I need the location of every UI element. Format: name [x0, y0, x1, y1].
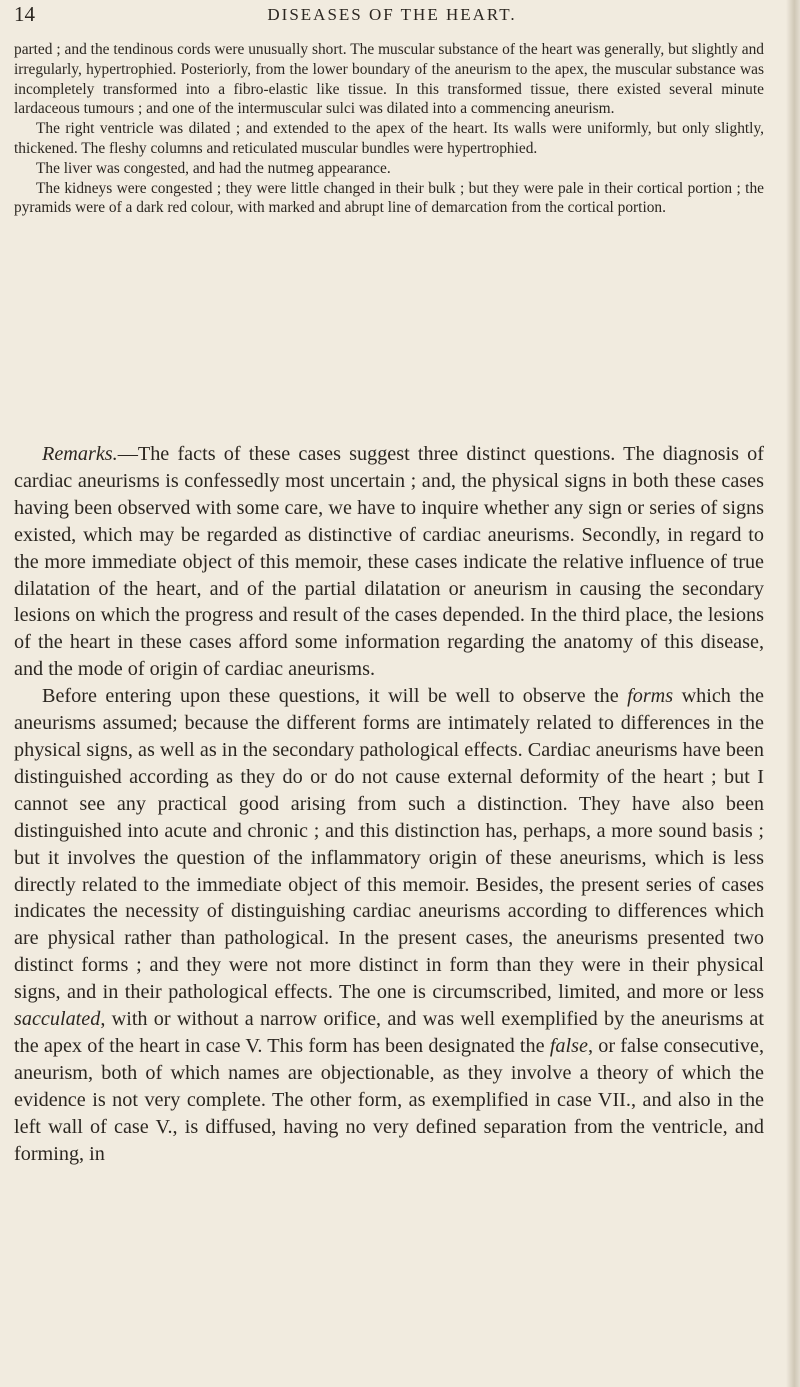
page-number: 14	[14, 2, 35, 26]
remarks-paragraph	[14, 683, 764, 1167]
case-paragraph: The kidneys were congested ; they were little changed in their bulk ; but they were pale in their cortical portion ; the pyramids were of a dark red colour, with marked and abrupt line of demarcation from the cortical portion.	[14, 179, 764, 217]
text-run: which the aneurisms assumed; because the different forms are intimately related to differences in the physical signs, as well as in the secondary pathological effects. Cardiac aneurisms have been distinguished according as they do or do not cause external deformity of the heart ; but I cannot see any practical good arising from such a distinction. They have also been distinguished into acute and chronic ; and this distinction has, perhaps, a more sound basis ; but it involves the question of the inflammatory origin of these aneurisms, which is less directly related to the immediate object of this memoir. Besides, the present series of cases indicates the necessity of distinguishing cardiac aneurisms according to differences which are physical rather than pathological. In the present cases, the aneurisms presented two distinct forms ; and they were not more distinct in form than they were in their physical signs, and in their pathological effects. The one is circumscribed, limited, and more or less	[14, 685, 765, 1004]
remarks-paragraph	[14, 441, 764, 683]
page-header	[14, 2, 770, 32]
case-paragraph: The liver was congested, and had the nutmeg appearance.	[36, 159, 391, 177]
emphasis: false	[549, 1034, 588, 1057]
remarks-text: —The facts of these cases suggest three distinct questions. The diagnosis of cardiac aneurisms is confessedly most uncertain ; and, the physical signs in both these cases having been observed with some care, we have to inquire whether any sign or series of signs existed, which may be regarded as distinctive of cardiac aneurisms. Secondly, in regard to the more immediate object of this memoir, these cases indicate the relative influence of true dilatation of the heart, and of the partial dilatation or aneurism in causing the secondary lesions on which the progress and result of the cases depended. In the third place, the lesions of the heart in these cases afford some information regarding the anatomy of this disease, and the mode of origin of cardiac aneurisms.	[14, 443, 764, 681]
emphasis: sacculated	[14, 1008, 101, 1031]
page-edge-shadow	[786, 0, 800, 1387]
case-paragraph: The right ventricle was dilated ; and extended to the apex of the heart. Its walls were uniformly, but only slightly, thickened. The fleshy columns and reticulated muscular bundles were hypertrophied.	[14, 120, 764, 157]
remarks-section	[14, 441, 764, 1167]
emphasis: forms	[627, 685, 674, 708]
running-head: DISEASES OF THE HEART.	[267, 5, 517, 24]
text-run: , with or without a narrow orifice, and was well exemplified by the aneurisms at the apex of the heart in case V. This form has been designated the	[14, 1008, 764, 1057]
remarks-label: Remarks.	[42, 443, 118, 465]
text-run: , or false consecutive, aneurism, both of which names are objectionable, as they involve a theory of which the evidence is not very complete. The other form, as exemplified in case VII., and also in the left wall of case V., is diffused, having no very defined separation from the ventricle, and forming, in	[14, 1034, 764, 1165]
text-run: Before entering upon these questions, it will be well to observe the	[42, 685, 628, 708]
case-paragraph: parted ; and the tendinous cords were unusually short. The muscular substance of the heart was generally, but slightly and irregularly, hypertrophied. Posteriorly, from the lower boundary of the aneurism to the apex, the muscular substance was incompletely transformed into a fibro-elastic like tissue. In this transformed tissue, there existed several minute lardaceous tumours ; and one of the intermuscular sulci was dilated into a commencing aneurism.	[14, 41, 764, 118]
case-notes	[14, 40, 764, 218]
